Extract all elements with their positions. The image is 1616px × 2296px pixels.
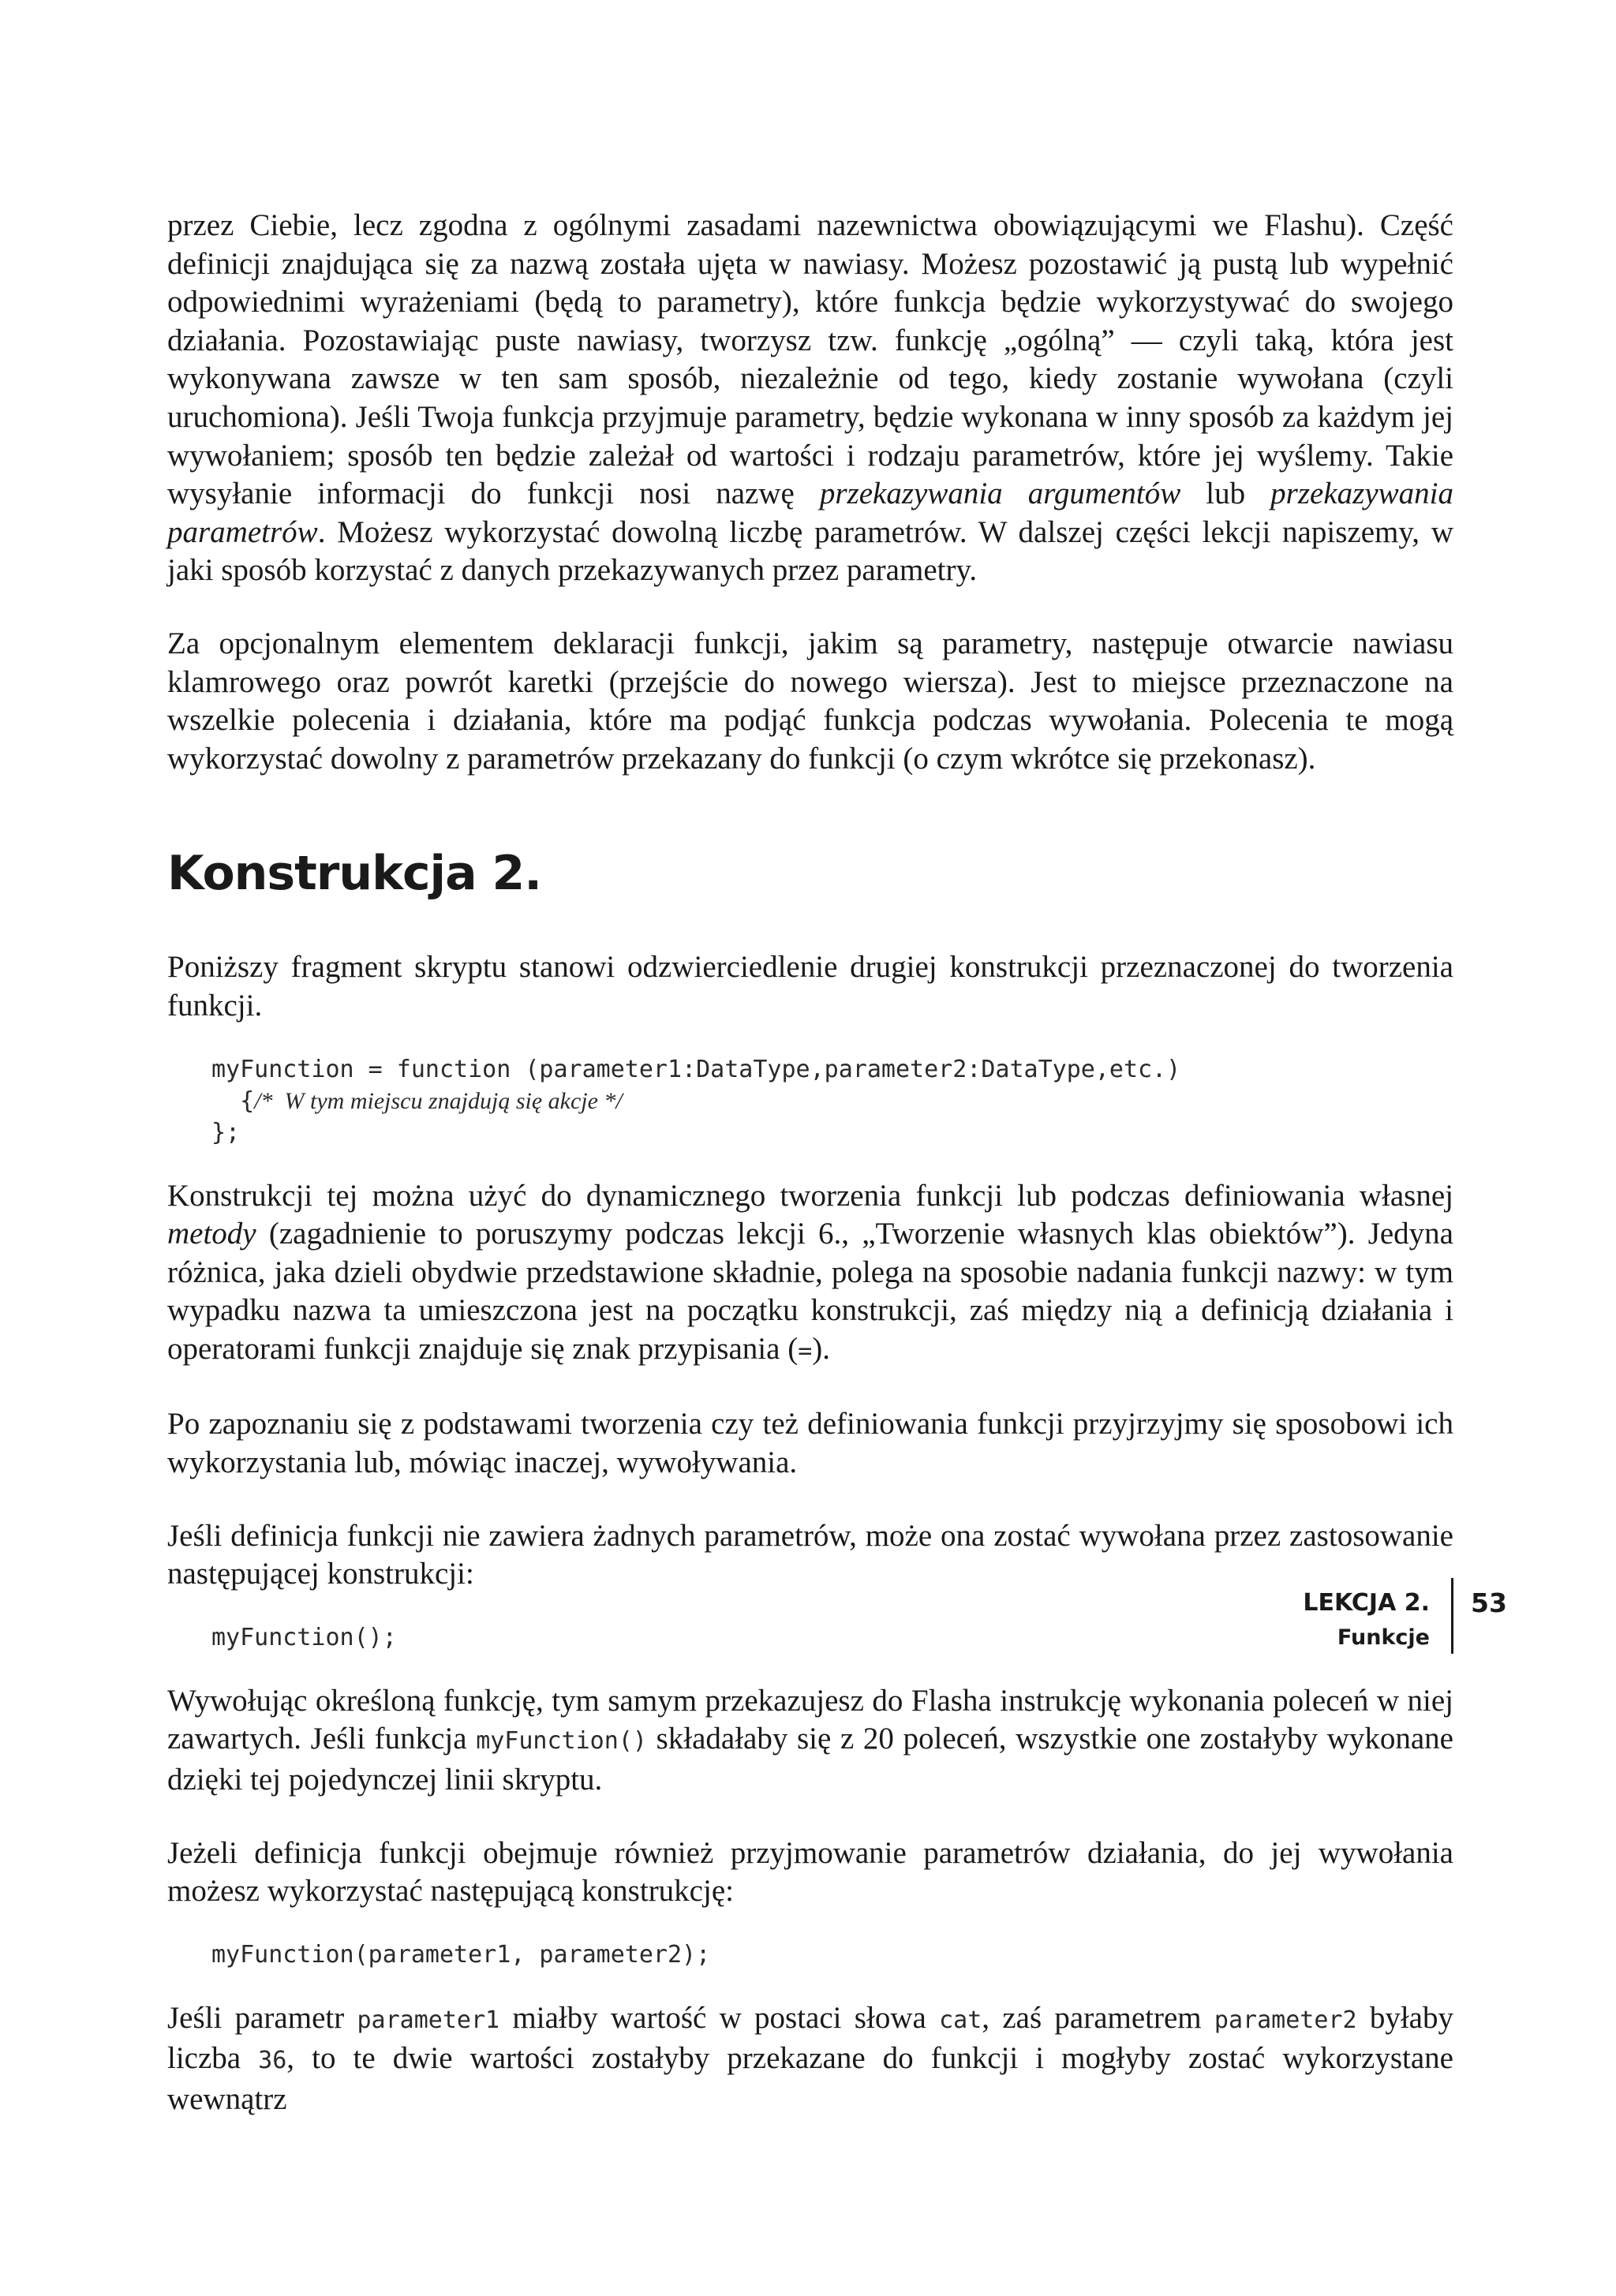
paragraph bbox=[167, 1177, 1453, 1371]
code-line: myFunction(); bbox=[211, 1623, 397, 1651]
footer-divider bbox=[1451, 1578, 1453, 1654]
code-block bbox=[211, 1939, 1453, 1971]
paragraph: Za opcjonalnym elementem deklaracji funkcji, jakim są parametry, następuje otwarcie nawiasu klamrowego oraz powrót karetki (przejście do nowego wiersza). Jest to miejsce przeznaczone na wszelkie polecenia i działania, które ma podjąć funkcja podczas wywołania. Polecenia te mogą wykorzystać dowolny z parametrów przekazany do funkcji (o czym wkrótce się przekonasz). bbox=[167, 626, 1453, 776]
code-line: }; bbox=[211, 1118, 241, 1146]
text-run: (zagadnienie to poruszymy podczas lekcji 6., „Tworzenie własnych klas obiektów”). Jedyna różnica, jaka dzieli obydwie przedstawione składnie, polega na sposobie nadania funkcji nazwy: w tym wypadku nazwa ta umieszczona jest na początku konstrukcji, zaś między nią a definicją działania i operatorami funkcji znajduje się znak przypisania ( bbox=[167, 1217, 1453, 1366]
text-run: Konstrukcji tej można użyć do dynamicznego tworzenia funkcji lub podczas definiowania własnej bbox=[167, 1178, 1453, 1213]
section-heading: Konstrukcja 2. bbox=[167, 846, 542, 902]
text-run: przez Ciebie, lecz zgodna z ogólnymi zasadami nazewnictwa obowiązującymi we Flashu). Część definicji znajdująca się za nazwą została ujęta w nawiasy. Możesz pozostawić ją pustą lub wypełnić odpowiednimi wyrażeniami (będą to parametry), które funkcja będzie wykorzystywać do swojego działania. Pozostawiając puste nawiasy, tworzysz tzw. funkcję „ogólną” — czyli taką, która jest wykonywana zawsze w ten sam sposób, niezależnie od tego, kiedy zostanie wywołana (czyli uruchomiona). Jeśli Twoja funkcja przyjmuje parametry, będzie wykonana w inny sposób za każdym jej wywołaniem; sposób ten będzie zależał od wartości i rodzaju parametrów, które jej wyślemy. Takie wysyłanie informacji do funkcji nosi nazwę bbox=[167, 208, 1453, 511]
text-run: ). bbox=[812, 1331, 830, 1366]
inline-code: myFunction() bbox=[476, 1727, 647, 1756]
emphasis: przekazywania parametrów bbox=[167, 477, 1453, 549]
inline-code: cat bbox=[939, 2006, 982, 2034]
inline-code: = bbox=[798, 1337, 813, 1365]
text-run: Jeśli parametr bbox=[167, 2000, 357, 2035]
text-run: Wywołując określoną funkcję, tym samym przekazujesz do Flasha instrukcję wykonania poleceń w niej zawartych. Jeśli funkcja bbox=[167, 1683, 1453, 1756]
running-footer bbox=[1303, 1586, 1430, 1655]
inline-code: parameter1 bbox=[357, 2006, 500, 2034]
text-run: lub bbox=[1180, 477, 1271, 511]
inline-code: 36 bbox=[258, 2047, 287, 2075]
inline-code: parameter2 bbox=[1214, 2006, 1357, 2034]
code-comment: /* W tym miejscu znajdują się akcje */ bbox=[254, 1087, 623, 1114]
text-run: , zaś parametrem bbox=[982, 2000, 1214, 2035]
paragraph: Jeśli definicja funkcji nie zawiera żadnych parametrów, może ona zostać wywołana przez zastosowanie następującej konstrukcji: bbox=[167, 1518, 1453, 1591]
lesson-label: LEKCJA 2. bbox=[1303, 1589, 1430, 1617]
code-block bbox=[211, 1054, 1453, 1149]
lesson-topic: Funkcje bbox=[1337, 1625, 1430, 1650]
text-run: składałaby się z 20 poleceń, wszystkie one zostałyby wykonane dzięki tej pojedynczej linii skryptu. bbox=[167, 1722, 1453, 1797]
text-run: . Możesz wykorzystać dowolną liczbę parametrów. W dalszej części lekcji napiszemy, w jaki sposób korzystać z danych przekazywanych przez parametry. bbox=[167, 514, 1453, 588]
page-content bbox=[167, 207, 1453, 2119]
code-line: myFunction(parameter1, parameter2); bbox=[211, 1940, 711, 1969]
text-run: miałby wartość w postaci słowa bbox=[499, 2000, 940, 2035]
paragraph: Po zapoznaniu się z podstawami tworzenia czy też definiowania funkcji przyjrzyjmy się sposobowi ich wykorzystania lub, mówiąc inaczej, wywoływania. bbox=[167, 1407, 1453, 1480]
paragraph bbox=[167, 1999, 1453, 2119]
emphasis: metody bbox=[167, 1217, 256, 1251]
paragraph bbox=[167, 207, 1453, 590]
page-number: 53 bbox=[1471, 1587, 1507, 1618]
text-run: , to te dwie wartości zostałyby przekazane do funkcji i mogłyby zostać wykorzystane wewnątrz bbox=[167, 2041, 1453, 2116]
paragraph: Jeżeli definicja funkcji obejmuje również przyjmowanie parametrów działania, do jej wywołania możesz wykorzystać następującą konstrukcję: bbox=[167, 1835, 1453, 1909]
code-line: myFunction = function (parameter1:DataType,parameter2:DataType,etc.) bbox=[211, 1055, 1181, 1083]
code-line: { bbox=[211, 1086, 255, 1115]
code-block bbox=[211, 1622, 1453, 1654]
paragraph: Poniższy fragment skryptu stanowi odzwierciedlenie drugiej konstrukcji przeznaczonej do tworzenia funkcji. bbox=[167, 950, 1453, 1023]
paragraph bbox=[167, 1682, 1453, 1800]
emphasis: przekazywania argumentów bbox=[819, 477, 1181, 511]
text-run: byłaby liczba bbox=[167, 2000, 1453, 2076]
